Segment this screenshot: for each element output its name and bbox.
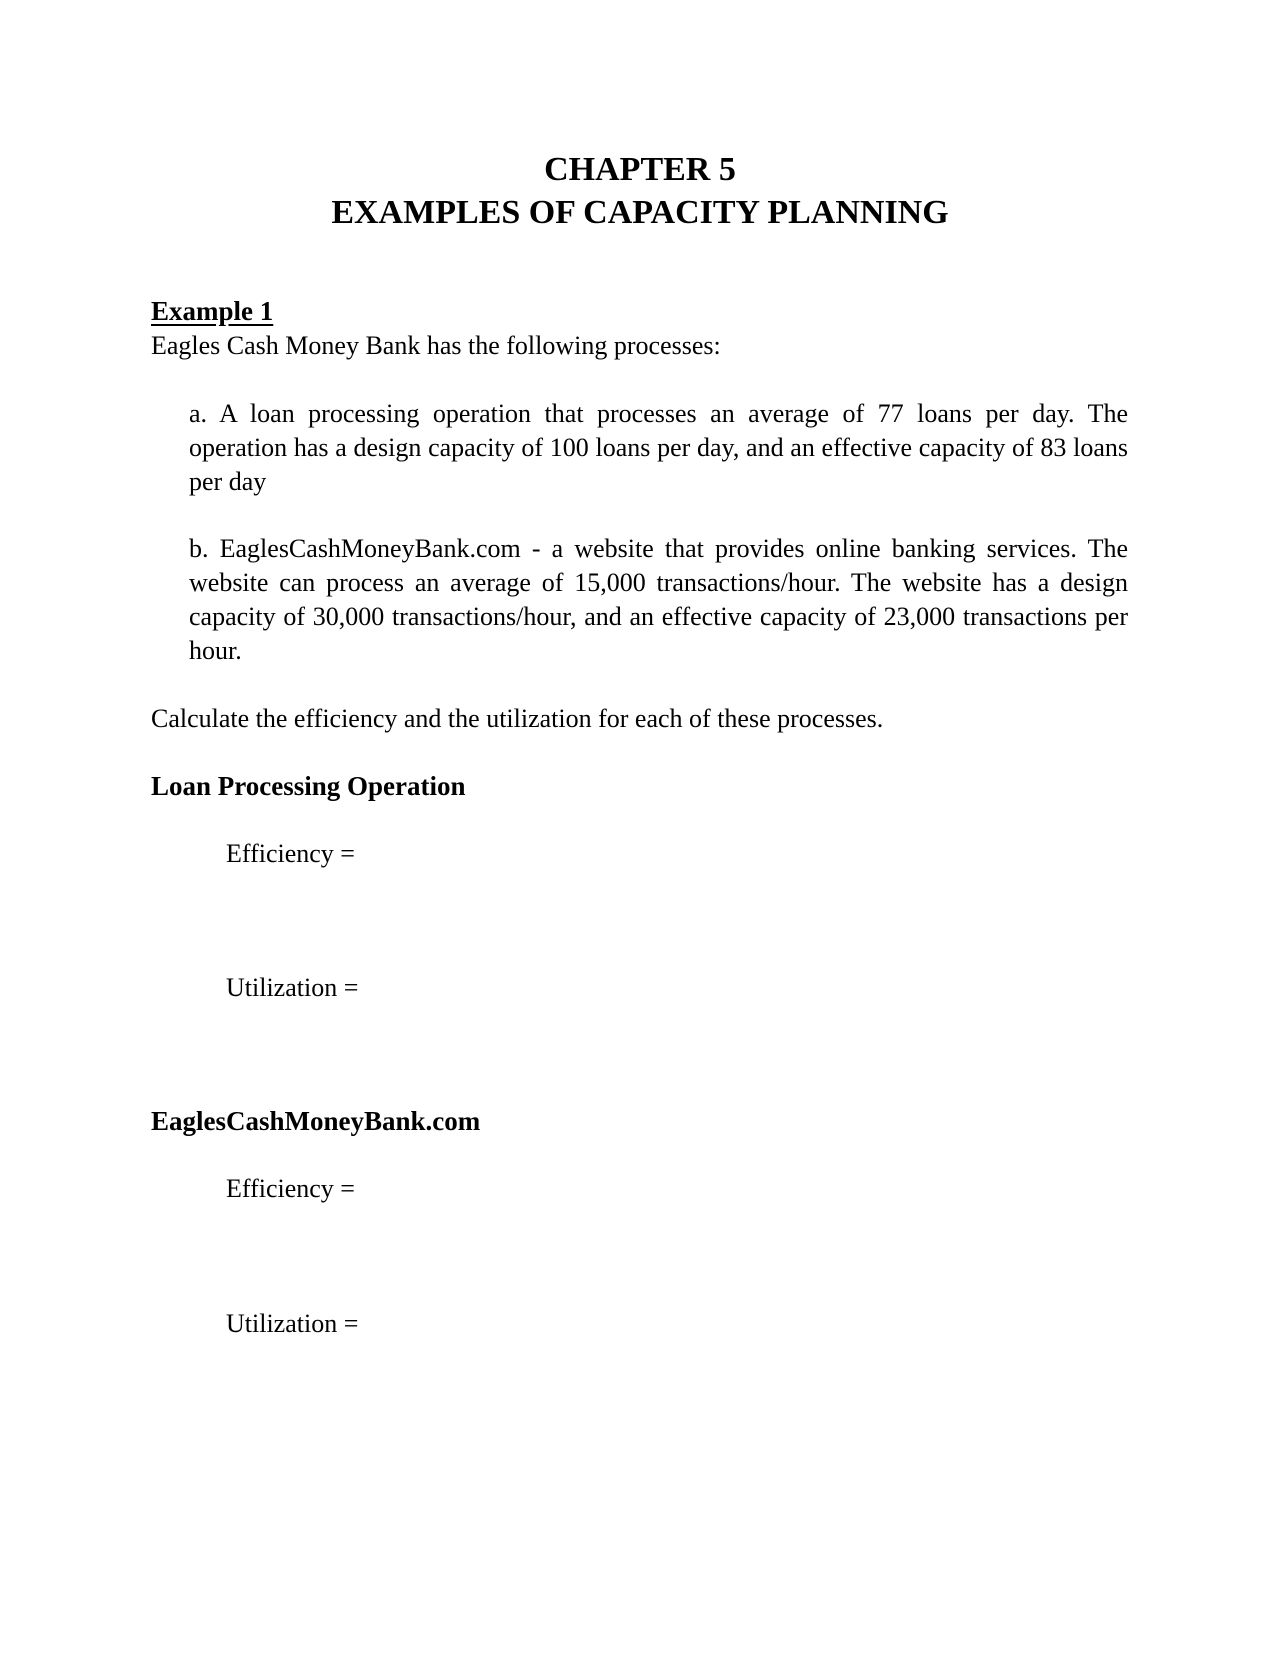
loan-efficiency-label: Efficiency = — [226, 839, 355, 868]
example-intro: Eagles Cash Money Bank has the following processes: — [151, 331, 721, 360]
process-item-a: a. A loan processing operation that processes an average of 77 loans per day. The operation has a design capacity of 100 loans per day, and an effective capacity of 83 loans per day — [189, 399, 1128, 496]
chapter-title — [0, 148, 1280, 234]
chapter-number: CHAPTER 5 — [544, 151, 736, 188]
example-heading: Example 1 — [151, 296, 274, 326]
instruction-text: Calculate the efficiency and the utilization for each of these processes. — [151, 704, 884, 733]
process-item-b: b. EaglesCashMoneyBank.com - a website that provides online banking services. The website can process an average of 15,000 transactions/hour. The website has a design capacity of 30,000 transactions/hour, and an effective capacity of 23,000 transactions per hour. — [189, 534, 1128, 665]
section-heading-loan: Loan Processing Operation — [151, 771, 466, 801]
section-heading-website: EaglesCashMoneyBank.com — [151, 1106, 481, 1136]
website-efficiency-label: Efficiency = — [226, 1174, 355, 1203]
loan-utilization-label: Utilization = — [226, 973, 359, 1002]
website-utilization-label: Utilization = — [226, 1309, 359, 1338]
chapter-heading: EXAMPLES OF CAPACITY PLANNING — [331, 194, 949, 231]
